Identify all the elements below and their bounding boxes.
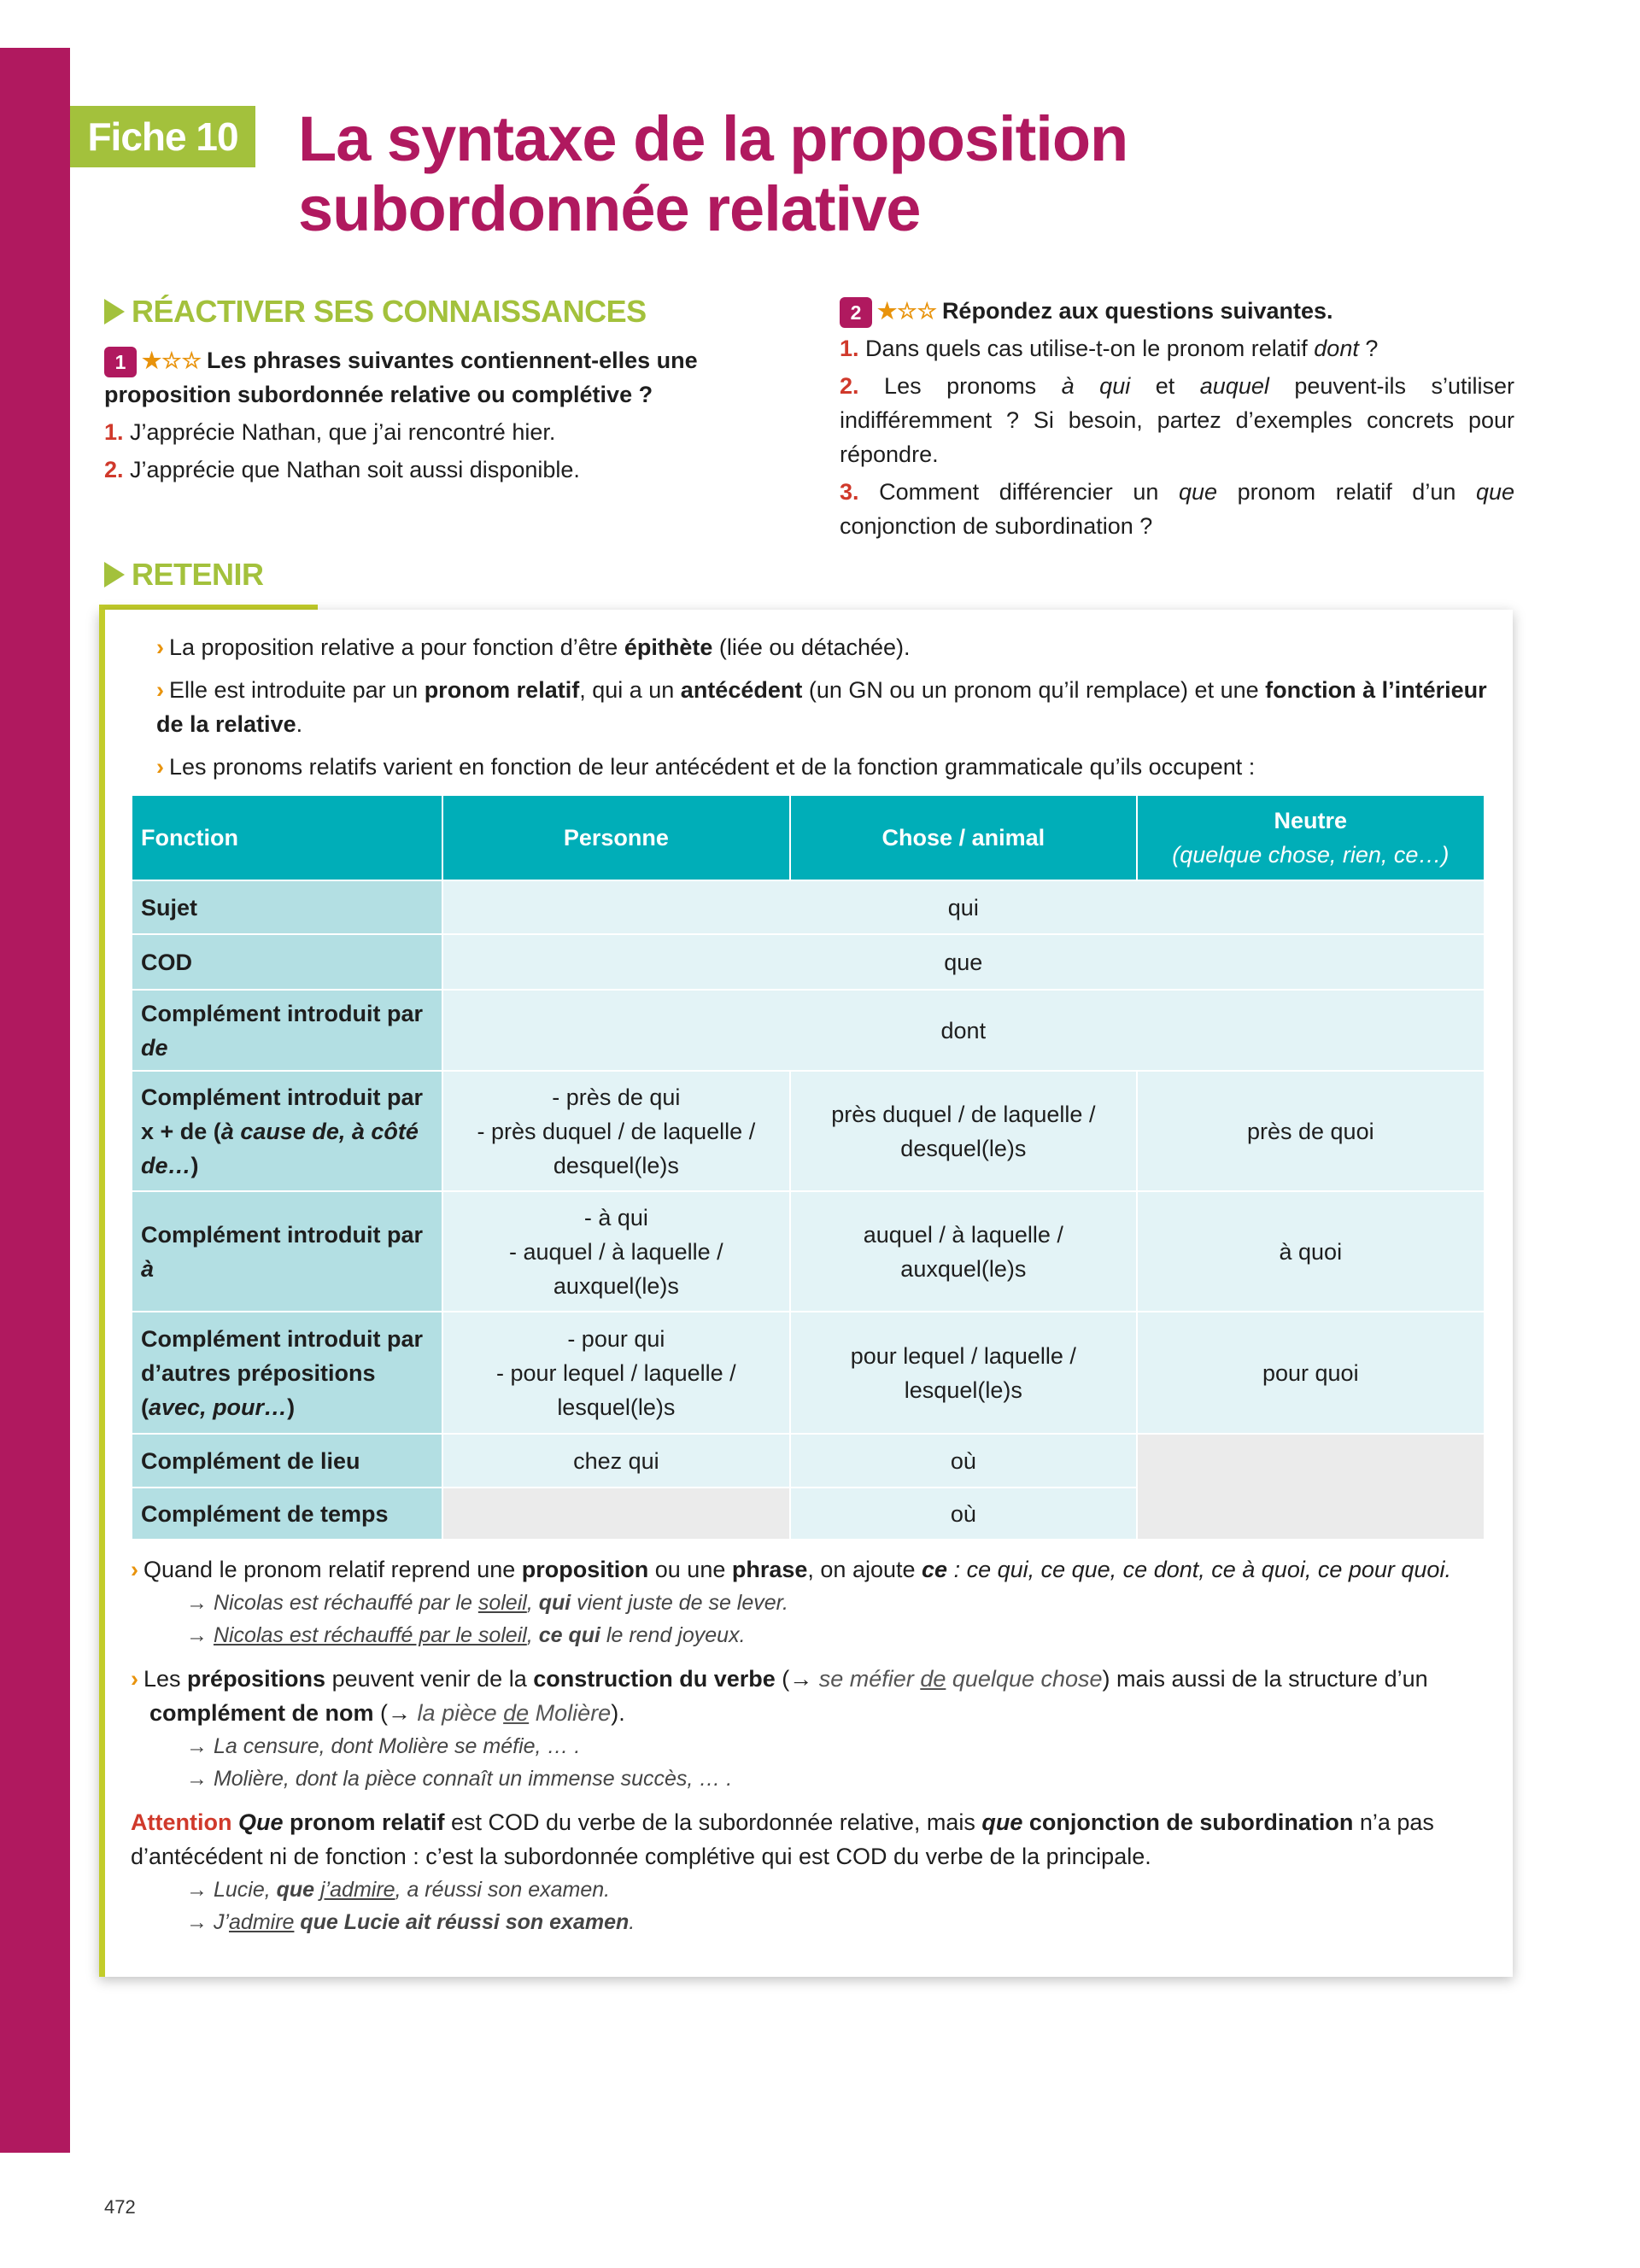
retenir-heading bbox=[104, 557, 264, 593]
list-item bbox=[840, 331, 1514, 365]
t: Que bbox=[237, 1809, 284, 1835]
chevron-right-icon: › bbox=[156, 677, 164, 703]
t: de bbox=[141, 1034, 168, 1061]
relative-pronouns-table bbox=[131, 794, 1485, 1540]
t: peuvent-ils s’utiliser indifféremment ? Si besoin, partez d’exemples concrets pour répondre. bbox=[840, 373, 1514, 467]
difficulty-stars-icon: ★☆☆ bbox=[877, 298, 937, 324]
cell bbox=[132, 990, 442, 1071]
t: , bbox=[526, 1591, 539, 1615]
rule-3 bbox=[156, 750, 1487, 784]
table-row bbox=[132, 880, 1485, 934]
cell: - à qui - auquel / à laquelle / auxquel(le)s bbox=[442, 1191, 790, 1312]
t: . bbox=[629, 1910, 636, 1934]
rule-4 bbox=[131, 1552, 1487, 1587]
t: admire bbox=[229, 1910, 295, 1934]
cell: Complément de temps bbox=[132, 1488, 442, 1540]
t: ou une bbox=[648, 1557, 732, 1582]
empty-cell bbox=[1137, 1434, 1485, 1540]
t: conjonction de subordination ? bbox=[840, 513, 1153, 539]
cell: COD bbox=[132, 934, 442, 990]
t: ce qui bbox=[538, 1623, 600, 1647]
chevron-right-icon: › bbox=[131, 1557, 138, 1582]
t: le rend joyeux. bbox=[600, 1623, 746, 1647]
t: Neutre bbox=[1274, 808, 1348, 833]
difficulty-stars-icon: ★☆☆ bbox=[142, 348, 202, 373]
t: pronom relatif bbox=[424, 677, 580, 703]
item-number: 1. bbox=[104, 419, 124, 445]
t: épithète bbox=[624, 634, 713, 660]
cell: Complément de lieu bbox=[132, 1434, 442, 1488]
t: quelque chose bbox=[946, 1666, 1103, 1692]
cell: dont bbox=[442, 990, 1485, 1071]
t: et bbox=[1130, 373, 1200, 399]
example: → Nicolas est réchauffé par le soleil, ce qui le rend joyeux. bbox=[186, 1623, 746, 1647]
attention-label: Attention bbox=[131, 1809, 232, 1835]
triangle-icon bbox=[104, 562, 125, 587]
rule-2 bbox=[156, 673, 1487, 741]
item-number: 2. bbox=[840, 373, 859, 399]
t: antécédent bbox=[680, 677, 803, 703]
t: . bbox=[296, 711, 303, 737]
empty-cell bbox=[442, 1488, 790, 1540]
t: peuvent venir de la bbox=[325, 1666, 534, 1692]
t: Lucie, bbox=[213, 1878, 277, 1902]
header-fonction: Fonction bbox=[132, 795, 442, 880]
t: auquel bbox=[1199, 373, 1269, 399]
exercise-number-badge: 2 bbox=[840, 297, 872, 328]
cell: où bbox=[790, 1434, 1136, 1488]
list-item bbox=[104, 453, 788, 487]
t: Complément introduit par bbox=[141, 1221, 423, 1248]
cell: où bbox=[790, 1488, 1136, 1540]
t: j’admire bbox=[320, 1878, 395, 1902]
t: Molière bbox=[529, 1700, 612, 1726]
t: Elle est introduite par un bbox=[169, 677, 425, 703]
item-number: 1. bbox=[840, 336, 859, 361]
t: avec, pour… bbox=[149, 1394, 288, 1420]
retenir-box bbox=[99, 610, 1513, 1977]
chevron-right-icon: › bbox=[131, 1666, 138, 1692]
rule-5 bbox=[131, 1662, 1487, 1730]
cell: à quoi bbox=[1137, 1191, 1485, 1312]
header-neutre bbox=[1137, 795, 1485, 880]
t: se méfier bbox=[818, 1666, 921, 1692]
reactiver-heading bbox=[104, 294, 647, 330]
t: construction du verbe bbox=[533, 1666, 776, 1692]
t: Les bbox=[144, 1666, 188, 1692]
t: (liée ou détachée). bbox=[712, 634, 911, 660]
attention-note bbox=[131, 1805, 1487, 1873]
t: ) bbox=[287, 1394, 296, 1420]
question-text: Les phrases suivantes contiennent-elles une proposition subordonnée relative ou complétive ? bbox=[104, 348, 698, 407]
exercise-number-badge: 1 bbox=[104, 347, 137, 377]
t: Comment différencier un bbox=[879, 479, 1179, 505]
table-header-row bbox=[132, 795, 1485, 880]
cell: près duquel / de laquelle / desquel(le)s bbox=[790, 1071, 1136, 1191]
t: à bbox=[141, 1255, 155, 1282]
t: Complément introduit par x + de ( bbox=[141, 1084, 423, 1144]
question-text: Répondez aux questions suivantes. bbox=[941, 298, 1333, 324]
t: ? bbox=[1358, 336, 1379, 361]
t bbox=[314, 1878, 320, 1902]
rule-1 bbox=[156, 630, 1487, 664]
t: vient juste de se lever. bbox=[571, 1591, 788, 1615]
example: → La censure, dont Molière se méfie, … . bbox=[186, 1734, 581, 1758]
t: Molière, dont la pièce connaît un immense succès, … . bbox=[213, 1767, 733, 1791]
t: pronom relatif d’un bbox=[1217, 479, 1476, 505]
cell: que bbox=[442, 934, 1485, 990]
chevron-right-icon: › bbox=[156, 754, 164, 780]
t: phrase bbox=[731, 1557, 808, 1582]
cell: - près de qui - près duquel / de laquelle / desquel(le)s bbox=[442, 1071, 790, 1191]
t: : ce qui, ce que, ce dont, ce à quoi, ce pour quoi. bbox=[947, 1557, 1451, 1582]
t: Nicolas est réchauffé par le bbox=[213, 1591, 478, 1615]
table-row bbox=[132, 1191, 1485, 1312]
fiche-tag: Fiche 10 bbox=[70, 106, 255, 167]
t: qui bbox=[538, 1591, 571, 1615]
t: La proposition relative a pour fonction d’être bbox=[169, 634, 624, 660]
list-item bbox=[840, 475, 1514, 543]
t: , a réussi son examen. bbox=[395, 1878, 611, 1902]
page-title bbox=[298, 104, 1409, 244]
t: , on ajoute bbox=[807, 1557, 922, 1582]
t: pronom relatif bbox=[283, 1809, 445, 1835]
t: dont bbox=[1314, 336, 1359, 361]
list-item bbox=[840, 369, 1514, 471]
t: que bbox=[981, 1809, 1023, 1835]
table-row bbox=[132, 1312, 1485, 1434]
triangle-icon bbox=[104, 299, 125, 324]
t: que bbox=[1178, 479, 1218, 505]
t: Quand le pronom relatif reprend une bbox=[144, 1557, 522, 1582]
t: Nicolas est réchauffé par le soleil bbox=[213, 1623, 527, 1647]
cell: auquel / à laquelle / auxquel(le)s bbox=[790, 1191, 1136, 1312]
t: complément de nom bbox=[149, 1700, 374, 1726]
cell: - pour qui - pour lequel / laquelle / lesquel(le)s bbox=[442, 1312, 790, 1434]
exercise-2-question bbox=[840, 294, 1514, 328]
example: → J’admire que Lucie ait réussi son examen. bbox=[186, 1910, 636, 1934]
t: , qui a un bbox=[579, 677, 681, 703]
t: est COD du verbe de la subordonnée relative, mais bbox=[444, 1809, 982, 1835]
t: (→ bbox=[775, 1666, 819, 1692]
cell: qui bbox=[442, 880, 1485, 934]
item-text: J’apprécie Nathan, que j’ai rencontré hier. bbox=[130, 419, 556, 445]
t: fonction à l’intérieur de la relative bbox=[156, 677, 1487, 737]
title-line-1: La syntaxe de la proposition bbox=[298, 103, 1128, 174]
t: conjonction de subordination bbox=[1022, 1809, 1354, 1835]
example: → Molière, dont la pièce connaît un immense succès, … . bbox=[186, 1767, 733, 1791]
t: prépositions bbox=[187, 1666, 326, 1692]
t: Complément introduit par bbox=[141, 1000, 423, 1026]
t: ). bbox=[611, 1700, 625, 1726]
table-row bbox=[132, 990, 1485, 1071]
t: Les pronoms relatifs varient en fonction de leur antécédent et de la fonction grammaticale qu’ils occupent : bbox=[169, 754, 1256, 780]
t: Dans quels cas utilise-t-on le pronom relatif bbox=[865, 336, 1315, 361]
cell bbox=[132, 1312, 442, 1434]
t: que bbox=[276, 1878, 315, 1902]
cell: pour quoi bbox=[1137, 1312, 1485, 1434]
table-row bbox=[132, 1071, 1485, 1191]
retenir-heading-text: RETENIR bbox=[132, 557, 264, 592]
t: Complément introduit par d’autres prépositions ( bbox=[141, 1325, 423, 1420]
header-chose: Chose / animal bbox=[790, 795, 1136, 880]
t: la pièce bbox=[417, 1700, 504, 1726]
t: (quelque chose, rien, ce…) bbox=[1172, 842, 1450, 868]
t: La censure, dont Molière se méfie, … . bbox=[213, 1734, 581, 1758]
item-text: J’apprécie que Nathan soit aussi disponible. bbox=[130, 457, 580, 482]
cell: près de quoi bbox=[1137, 1071, 1485, 1191]
title-line-2: subordonnée relative bbox=[298, 173, 921, 244]
t: n’a pas d’antécédent ni de fonction : c’est la subordonnée complétive qui est COD du verbe de la principale. bbox=[131, 1809, 1434, 1869]
header-personne: Personne bbox=[442, 795, 790, 880]
table-row bbox=[132, 1434, 1485, 1488]
cell: Sujet bbox=[132, 880, 442, 934]
t: à cause de, à côté de… bbox=[141, 1118, 419, 1178]
example: → Nicolas est réchauffé par le soleil, qui vient juste de se lever. bbox=[186, 1591, 788, 1615]
t: ) bbox=[190, 1152, 199, 1178]
cell: pour lequel / laquelle / lesquel(le)s bbox=[790, 1312, 1136, 1434]
list-item bbox=[104, 415, 788, 449]
exercise-2 bbox=[840, 294, 1514, 543]
t: soleil bbox=[477, 1591, 527, 1615]
sidebar-band bbox=[0, 48, 70, 2153]
t: (→ bbox=[373, 1700, 418, 1726]
t: à qui bbox=[1061, 373, 1131, 399]
item-number: 3. bbox=[840, 479, 859, 505]
t: de bbox=[920, 1666, 946, 1692]
t: J’ bbox=[213, 1910, 230, 1934]
chevron-right-icon: › bbox=[156, 634, 164, 660]
t: que bbox=[1475, 479, 1514, 505]
table-row bbox=[132, 934, 1485, 990]
page-number: 472 bbox=[104, 2196, 136, 2218]
t: , bbox=[526, 1623, 539, 1647]
exercise-1 bbox=[104, 343, 788, 487]
t: ce bbox=[922, 1557, 948, 1582]
exercise-1-question bbox=[104, 343, 788, 412]
item-number: 2. bbox=[104, 457, 124, 482]
reactiver-heading-text: RÉACTIVER SES CONNAISSANCES bbox=[132, 294, 647, 329]
example: → Lucie, que j’admire, a réussi son examen. bbox=[186, 1878, 611, 1902]
t: ) mais aussi de la structure d’un bbox=[1102, 1666, 1428, 1692]
cell bbox=[132, 1071, 442, 1191]
t: Les pronoms bbox=[884, 373, 1062, 399]
t: (un GN ou un pronom qu’il remplace) et une bbox=[802, 677, 1266, 703]
t: que Lucie ait réussi son examen bbox=[294, 1910, 630, 1934]
t: proposition bbox=[521, 1557, 649, 1582]
t: de bbox=[503, 1700, 530, 1726]
cell: chez qui bbox=[442, 1434, 790, 1488]
cell bbox=[132, 1191, 442, 1312]
